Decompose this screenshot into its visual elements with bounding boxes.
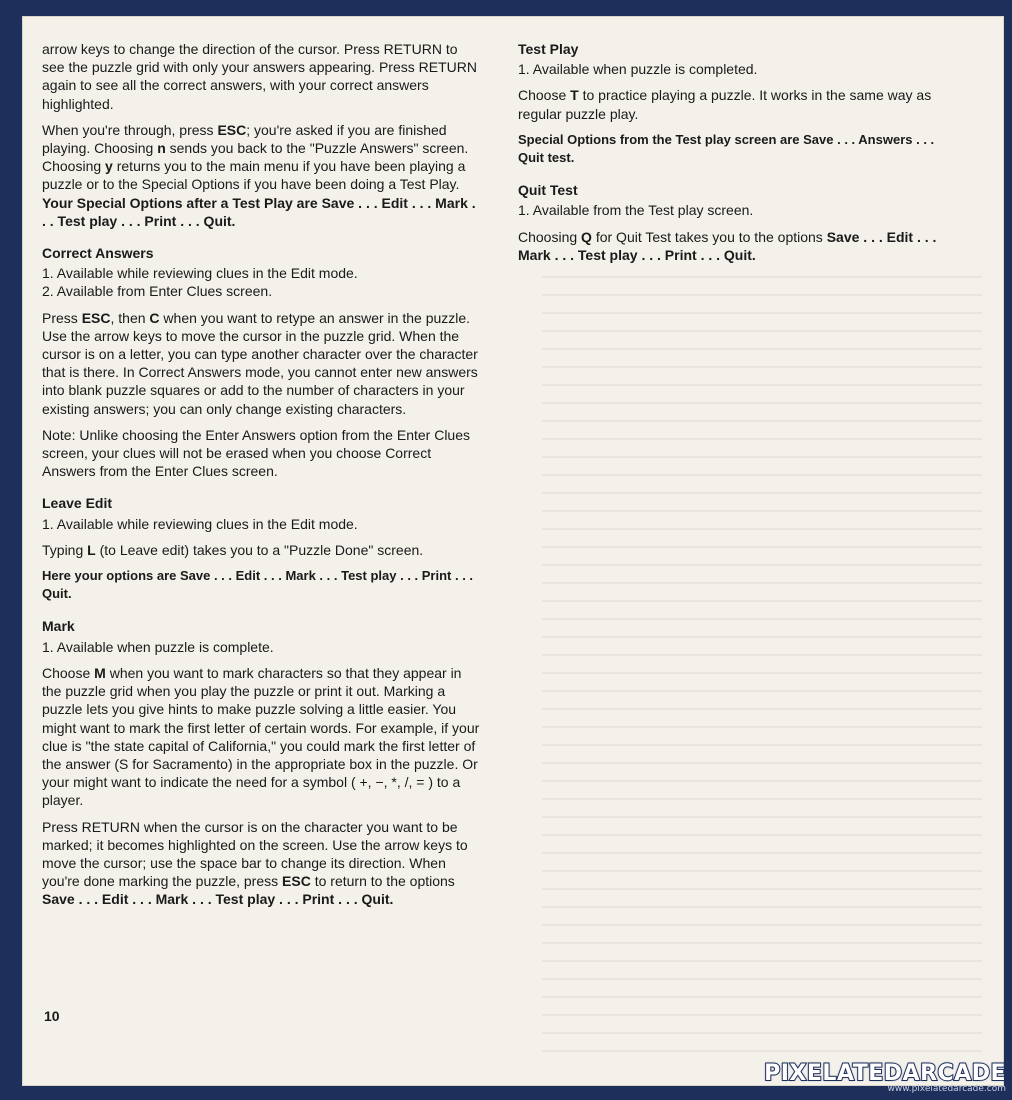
right-column: [518, 40, 958, 272]
page-number: 10: [44, 1008, 60, 1024]
section-heading-correct-answers: Correct Answers: [42, 245, 154, 262]
bleed-through-texture: [542, 276, 982, 1056]
mark-paragraph-1: Choose M when you want to mark characters so that they appear in the puzzle grid when you play the puzzle or print it out. Marking a puzzle lets you give hints to make puzzle solving a little easier. You might want to mark the first letter of certain words. For example, if your clue is "the state capital of California," you could mark the first letter of the answer (S for Sacramento) in the appropriate box in the puzzle. Or your might want to indicate the need for a symbol ( +, −, *, /, = ) to a player.: [42, 664, 480, 809]
section-heading-quit-test: Quit Test: [518, 182, 578, 199]
leave-edit-paragraph: Typing L (to Leave edit) takes you to a "Puzzle Done" screen.: [42, 541, 424, 558]
correct-answers-note: Note: Unlike choosing the Enter Answers option from the Enter Clues screen, your clues will not be erased when you choose Correct Answers from the Enter Clues screen.: [42, 426, 470, 480]
test-play-item-1: 1. Available when puzzle is completed.: [518, 61, 758, 78]
site-watermark: [764, 1061, 1006, 1094]
test-play-options: Special Options from the Test play screen are Save . . . Answers . . . Quit test.: [518, 131, 935, 166]
quit-test-item-1: 1. Available from the Test play screen.: [518, 202, 754, 219]
watermark-url: www.pixelatedarcade.com: [887, 1084, 1006, 1094]
quit-test-paragraph: Choosing Q for Quit Test takes you to the options Save . . . Edit . . . Mark . . . Test play . . . Print . . . Quit.: [518, 228, 937, 263]
section-heading-test-play: Test Play: [518, 41, 579, 57]
section-heading-leave-edit: Leave Edit: [42, 495, 113, 512]
correct-answers-item-1: 1. Available while reviewing clues in the Edit mode.: [42, 265, 358, 282]
correct-answers-item-2: 2. Available from Enter Clues screen.: [42, 283, 273, 300]
section-heading-mark: Mark: [42, 618, 75, 635]
correct-answers-paragraph: Press ESC, then C when you want to retype an answer in the puzzle. Use the arrow keys to move the cursor in the puzzle grid. When the cursor is on a letter, you can type another character over the character that is there. In Correct Answers mode, you cannot enter new answers into blank puzzle squares or add to the number of characters in your existing answers; you can only change existing characters.: [42, 309, 478, 417]
intro-paragraph-2: When you're through, press ESC; you're asked if you are finished playing. Choosing n sends you back to the "Puzzle Answers" screen. Choosing y returns you to the main menu if you have been playing a puzzle or to the Special Options if you have been doing a Test Play. Your Special Options after a Test Play are Save . . . Edit . . . Mark . . . Test play . . . Print . . . Quit.: [42, 121, 476, 229]
mark-item-1: 1. Available when puzzle is complete.: [42, 638, 274, 655]
manual-page: [22, 16, 1004, 1086]
leave-edit-item-1: 1. Available while reviewing clues in the Edit mode.: [42, 515, 358, 532]
test-play-paragraph: Choose T to practice playing a puzzle. It works in the same way as regular puzzle play.: [518, 87, 932, 122]
watermark-logo: PIXELATEDARCADE: [764, 1061, 1006, 1086]
intro-paragraph-1: arrow keys to change the direction of the cursor. Press RETURN to see the puzzle grid with only your answers appearing. Press RETURN again to see all the correct answers, with your correct answers highlighted.: [42, 41, 477, 112]
left-column: [42, 40, 480, 917]
leave-edit-options: Here your options are Save . . . Edit . . . Mark . . . Test play . . . Print . . . Quit.: [42, 568, 474, 602]
mark-paragraph-2: Press RETURN when the cursor is on the character you want to be marked; it becomes highlighted on the screen. Use the arrow keys to move the cursor; use the space bar to change its direction. When you're done marking the puzzle, press ESC to return to the options Save . . . Edit . . . Mark . . . Test play . . . Print . . . Quit.: [42, 818, 468, 908]
